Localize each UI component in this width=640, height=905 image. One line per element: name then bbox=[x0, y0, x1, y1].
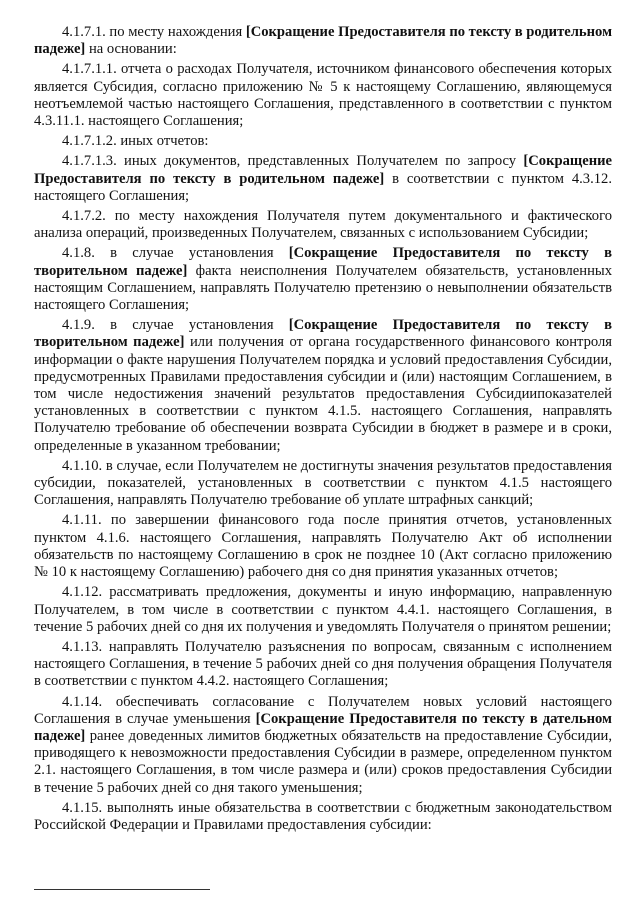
placeholder-text: [Сокращение Предоставителя по тексту в дательном падеже] bbox=[34, 710, 612, 744]
paragraph-4-1-14 bbox=[34, 694, 612, 797]
paragraph-text: 4.1.8. в случае установления bbox=[62, 245, 289, 262]
paragraph-text: 4.1.11. по завершении финансового года после принятия отчетов, установленных пунктом 4.1.6. настоящего Соглашения, направлять Получателю Акт об исполнении обязательств по настоящему Соглашению в срок не позднее 10 (Акт согласно приложению № 10 к настоящему Соглашению) рабочего дня со дня принятия указанных отчетов; bbox=[34, 512, 612, 581]
placeholder-text: [Сокращение Предоставителя по тексту в родительном падеже] bbox=[34, 153, 612, 187]
paragraph-text: 4.1.13. направлять Получателю разъяснения по вопросам, связанным с исполнением настоящего Соглашения, в течение 5 рабочих дней со дня получения обращения Получателя в соответствии с пунктом 4.4.2. настоящего Соглашения; bbox=[34, 638, 612, 690]
paragraph-text: 4.1.7.1.1. отчета о расходах Получателя, источником финансового обеспечения которых является Субсидия, согласно приложению № 5 к настоящему Соглашению, являющемуся неотъемлемой частью настоящего Соглашения, представленного в соответствии с пунктом 4.3.11.1. настоящего Соглашения; bbox=[34, 61, 612, 130]
paragraph-text: 4.1.7.1. по месту нахождения bbox=[62, 24, 246, 40]
footnote-separator bbox=[34, 889, 210, 890]
placeholder-text: [Сокращение Предоставителя по тексту в творительном падеже] bbox=[34, 245, 612, 279]
paragraph-text: 4.1.12. рассматривать предложения, документы и иную информацию, направленную Получателем, в том числе в соответствии с пунктом 4.4.1. настоящего Соглашения, в течение 5 рабочих дней со дня их получения и уведомлять Получателя о принятом решении; bbox=[34, 584, 612, 635]
paragraph-text: факта неисполнения Получателем обязательств, установленных настоящим Соглашением, направлять Получателю претензию о невыполнении обязательств настоящего Соглашения; bbox=[34, 262, 612, 314]
paragraph-text: на основании: bbox=[85, 41, 177, 58]
paragraph-text: в соответствии с пунктом 4.3.12. настоящего Соглашения; bbox=[34, 170, 612, 204]
paragraph-text: 4.1.7.1.2. иных отчетов: bbox=[62, 133, 209, 150]
placeholder-text: [Сокращение Предоставителя по тексту в творительном падеже] bbox=[34, 317, 612, 351]
paragraph-4-1-7-1-2 bbox=[34, 133, 612, 150]
paragraph-4-1-7-1 bbox=[34, 24, 612, 58]
paragraph-4-1-8 bbox=[34, 245, 612, 314]
paragraph-4-1-7-1-1 bbox=[34, 61, 612, 130]
paragraph-text: 4.1.10. в случае, если Получателем не достигнуты значения результатов предоставления субсидии, показателей, установленных в соответствии с пунктом 4.1.5 настоящего Соглашения, направлять Получателю требование об уплате штрафных санкций; bbox=[34, 457, 612, 509]
paragraph-4-1-11 bbox=[34, 512, 612, 581]
paragraph-4-1-10 bbox=[34, 458, 612, 510]
paragraph-4-1-15 bbox=[34, 800, 612, 834]
paragraph-text: 4.1.14. обеспечивать согласование с Получателем новых условий настоящего Соглашения в случае уменьшения bbox=[34, 693, 612, 727]
paragraph-text: ранее доведенных лимитов бюджетных обязательств на предоставление Субсидии, приводящего к невозможности предоставления Субсидии в размере, определенном пунктом 2.1. настоящего Соглашения, в том числе размера и (или) сроков предоставления Субсидии в течение 5 рабочих дней со дня такого уменьшения; bbox=[34, 727, 612, 796]
paragraph-4-1-9 bbox=[34, 317, 612, 455]
paragraph-4-1-13 bbox=[34, 639, 612, 691]
document-page bbox=[34, 24, 612, 837]
paragraph-text: 4.1.15. выполнять иные обязательства в соответствии с бюджетным законодательством Российской Федерации и Правилами предоставления субсидии: bbox=[34, 799, 612, 833]
paragraph-text: 4.1.9. в случае установления bbox=[62, 317, 289, 334]
paragraph-4-1-12 bbox=[34, 584, 612, 636]
paragraph-text: или получения от органа государственного финансового контроля информации о факте нарушения Получателем порядка и условий предоставления Субсидии, предусмотренных Правилами предоставления субсидии и (или) настоящим Соглашением, в том числе недостижения значений результатов предоставления Субсидиипоказателей установленных в соответствии с пунктом 4.1.5. настоящего Соглашения, направлять Получателю требование об обеспечении возврата Субсидии в бюджет в размере и в сроки, определенные в указанном требовании; bbox=[34, 334, 612, 454]
paragraph-text: 4.1.7.2. по месту нахождения Получателя путем документального и фактического анализа операций, произведенных Получателем, связанных с использованием Субсидии; bbox=[34, 208, 612, 242]
paragraph-text: 4.1.7.1.3. иных документов, представленных Получателем по запросу bbox=[62, 153, 524, 170]
placeholder-text: [Сокращение Предоставителя по тексту в родительном падеже] bbox=[34, 24, 613, 58]
paragraph-4-1-7-2 bbox=[34, 208, 612, 242]
paragraph-4-1-7-1-3 bbox=[34, 153, 612, 205]
